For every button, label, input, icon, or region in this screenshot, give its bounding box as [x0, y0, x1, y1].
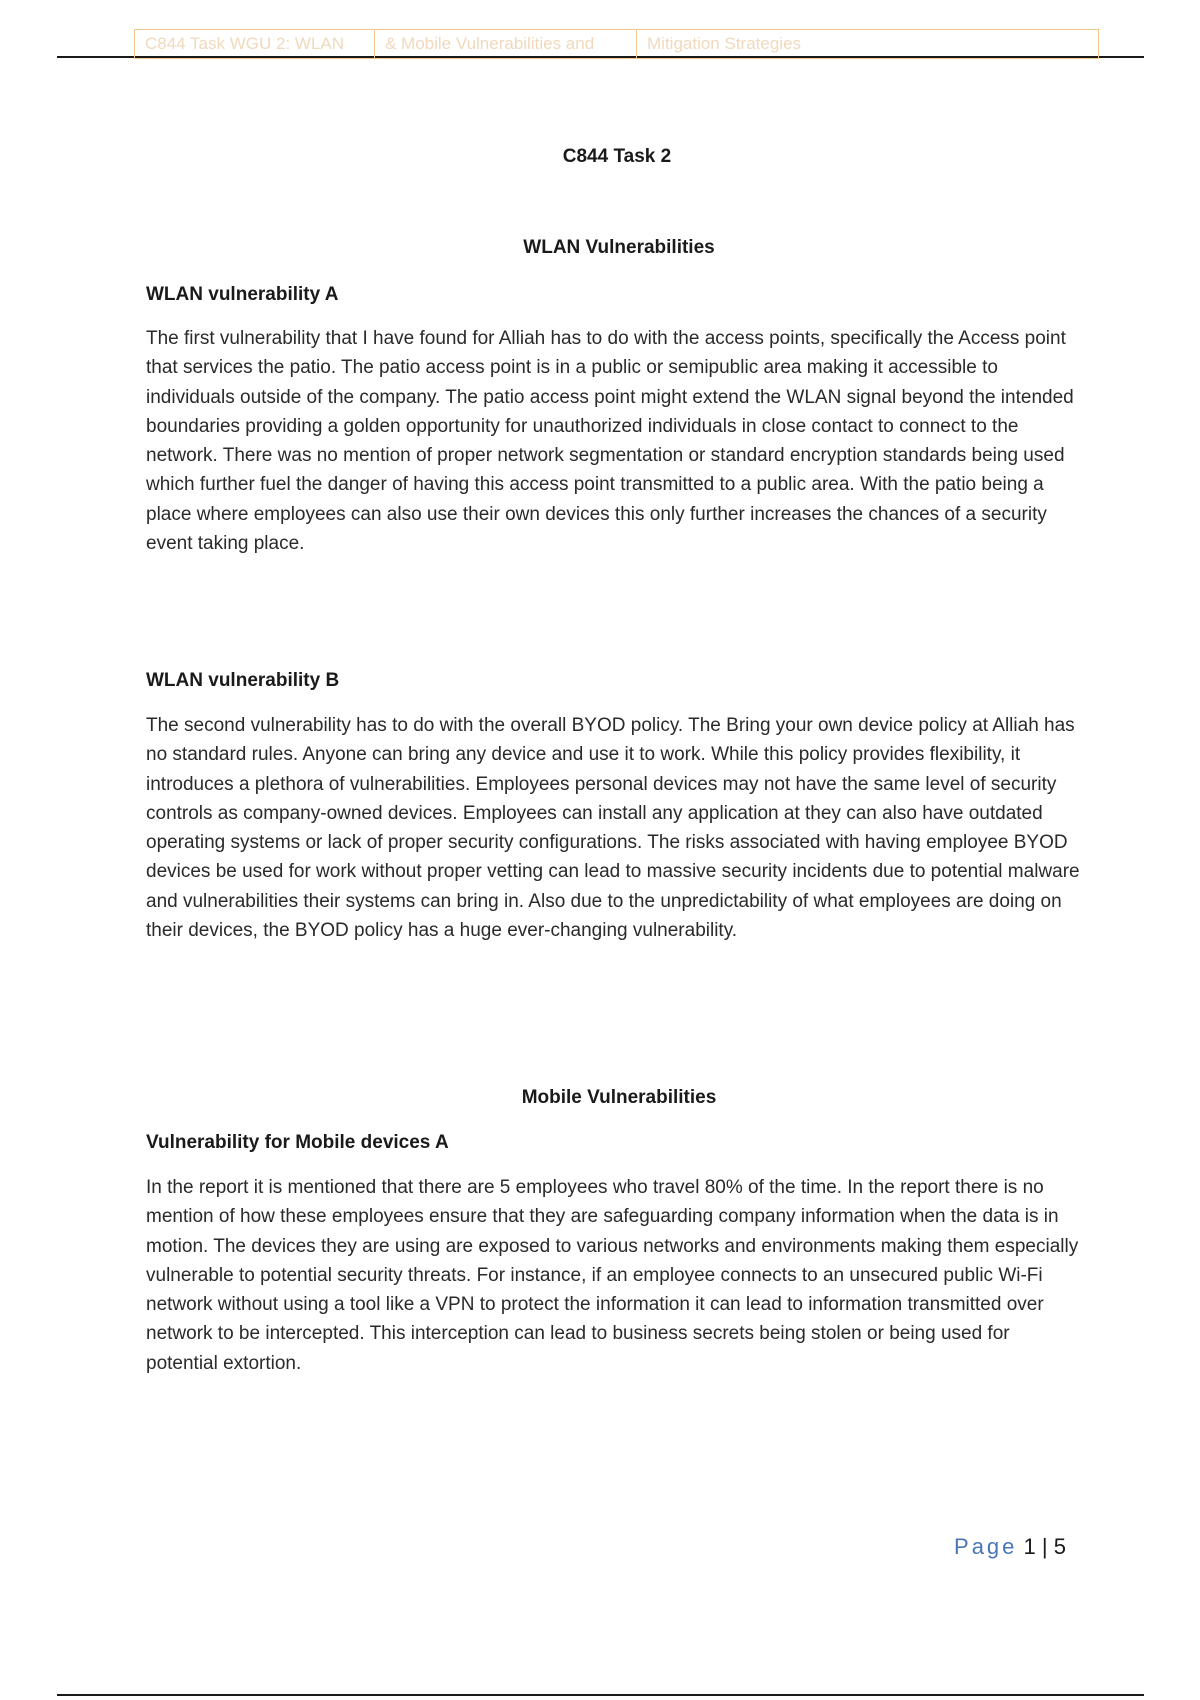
subheading-wlan-a: WLAN vulnerability A: [146, 284, 339, 305]
footer-rule: [57, 1694, 1144, 1696]
page-label: Page: [954, 1534, 1018, 1559]
running-header: [134, 29, 1099, 59]
page-total: 5: [1053, 1534, 1066, 1559]
page-current: 1: [1023, 1534, 1036, 1559]
header-segment: Mitigation Strategies: [647, 34, 802, 53]
header-segment: & Mobile Vulnerabilities and: [375, 30, 637, 58]
subheading-wlan-b: WLAN vulnerability B: [146, 670, 340, 691]
subheading-mobile-a: Vulnerability for Mobile devices A: [146, 1132, 449, 1153]
page-separator: |: [1041, 1534, 1048, 1559]
page-number: [954, 1534, 1066, 1560]
section-heading-mobile: Mobile Vulnerabilities: [521, 1087, 717, 1108]
paragraph-wlan-a: The first vulnerability that I have found for Alliah has to do with the access points, specifically the Access point that services the patio. The patio access point is in a public or semipublic area making it accessible to individuals outside of the company. The patio access point might extend the WLAN signal beyond the intended boundaries providing a golden opportunity for unauthorized individuals in close contact to connect to the network. There was no mention of proper network segmentation or standard encryption standards being used which further fuel the danger of having this access point transmitted to a public area. With the patio being a place where employees can also use their own devices this only further increases the chances of a security event taking place.: [146, 328, 1074, 555]
paragraph-mobile-a: In the report it is mentioned that there are 5 employees who travel 80% of the time. In the report there is no mention of how these employees ensure that they are safeguarding company information when the data is in motion. The devices they are using are exposed to various networks and environments making them especially vulnerable to potential security threats. For instance, if an employee connects to an unsecured public Wi-Fi network without using a tool like a VPN to protect the information it can lead to information transmitted over network to be intercepted. This interception can lead to business secrets being stolen or being used for potential extortion.: [146, 1177, 1079, 1374]
page-title: C844 Task 2: [562, 146, 672, 167]
paragraph-wlan-b: The second vulnerability has to do with the overall BYOD policy. The Bring your own device policy at Alliah has no standard rules. Anyone can bring any device and use it to work. While this policy provides flexibility, it introduces a plethora of vulnerabilities. Employees personal devices may not have the same level of security controls as company-owned devices. Employees can install any application at they can also have outdated operating systems or lack of proper security configurations. The risks associated with having employee BYOD devices be used for work without proper vetting can lead to massive security incidents due to potential malware and vulnerabilities their systems can bring in. Also due to the unpredictability of what employees are doing on their devices, the BYOD policy has a huge ever-changing vulnerability.: [146, 715, 1080, 942]
header-segment: C844 Task WGU 2: WLAN: [135, 30, 375, 58]
section-heading-wlan: WLAN Vulnerabilities: [523, 237, 715, 258]
